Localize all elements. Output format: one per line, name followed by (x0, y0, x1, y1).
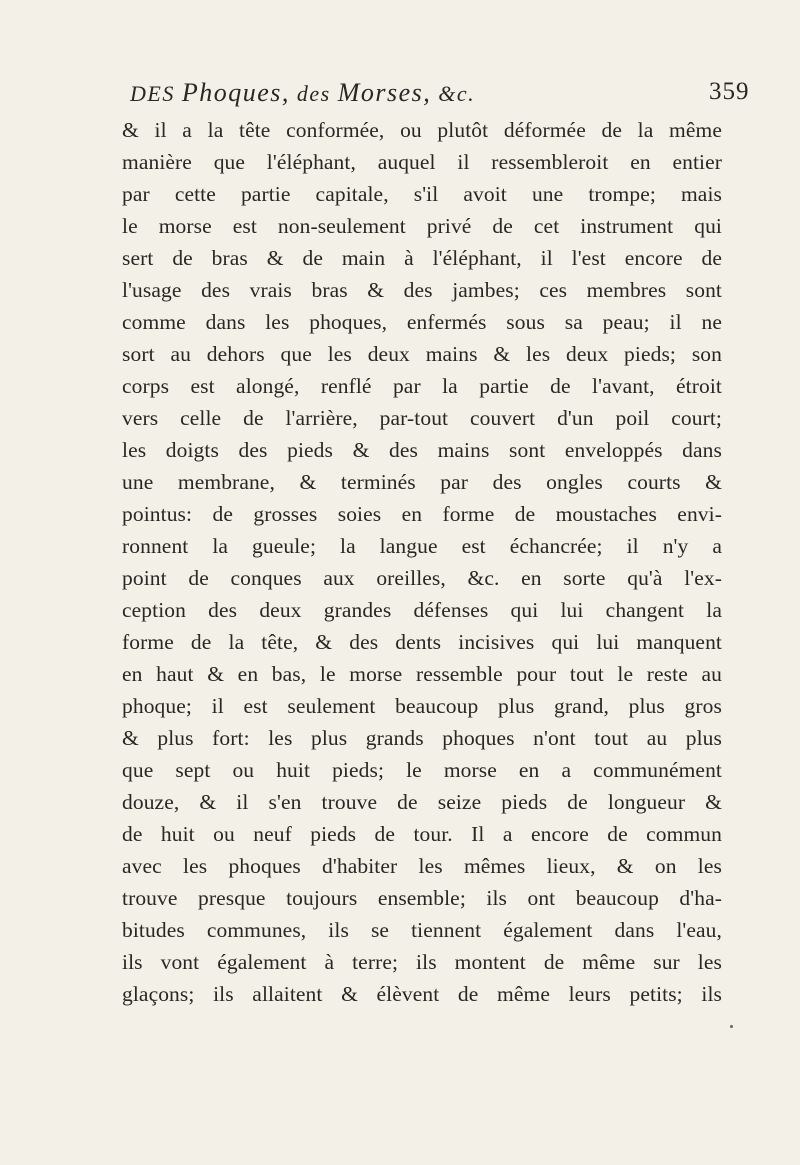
text-line: forme de la tête, & des dents incisives qui lui manquent (122, 630, 722, 654)
text-line: l'usage des vrais bras & des jambes; ces membres sont (122, 278, 722, 302)
text-line: trouve presque toujours ensemble; ils ont beaucoup d'ha- (122, 886, 722, 910)
page-number: 359 (709, 78, 750, 105)
text-line: sort au dehors que les deux mains & les deux pieds; son (122, 342, 722, 366)
text-line: de huit ou neuf pieds de tour. Il a encore de commun (122, 822, 722, 846)
text-line: comme dans les phoques, enfermés sous sa peau; il ne (122, 310, 722, 334)
text-line: le morse est non-seulement privé de cet instrument qui (122, 214, 722, 238)
text-line: ronnent la gueule; la langue est échancrée; il n'y a (122, 534, 722, 558)
text-line: sert de bras & de main à l'éléphant, il l'est encore de (122, 246, 722, 270)
running-head (130, 78, 630, 112)
running-head-prefix: DES (130, 81, 175, 106)
running-head-morses: Morses, (337, 78, 432, 107)
text-line: les doigts des pieds & des mains sont enveloppés dans (122, 438, 722, 462)
text-line: avec les phoques d'habiter les mêmes lieux, & on les (122, 854, 722, 878)
text-line: par cette partie capitale, s'il avoit une trompe; mais (122, 182, 722, 206)
text-line: douze, & il s'en trouve de seize pieds de longueur & (122, 790, 722, 814)
text-line: & plus fort: les plus grands phoques n'ont tout au plus (122, 726, 722, 750)
text-line: bitudes communes, ils se tiennent également dans l'eau, (122, 918, 722, 942)
paper-speck (730, 1025, 733, 1028)
running-head-des: des (296, 81, 331, 106)
text-line: une membrane, & terminés par des ongles courts & (122, 470, 722, 494)
running-head-phoques: Phoques, (181, 78, 290, 107)
text-line: point de conques aux oreilles, &c. en sorte qu'à l'ex- (122, 566, 722, 590)
text-line: & il a la tête conformée, ou plutôt déformée de la même (122, 118, 722, 142)
running-head-etc: &c. (438, 81, 476, 106)
text-line: vers celle de l'arrière, par-tout couvert d'un poil court; (122, 406, 722, 430)
text-line: manière que l'éléphant, auquel il ressembleroit en entier (122, 150, 722, 174)
text-line: que sept ou huit pieds; le morse en a communément (122, 758, 722, 782)
text-line: glaçons; ils allaitent & élèvent de même leurs petits; ils (122, 982, 722, 1006)
text-line: ception des deux grandes défenses qui lui changent la (122, 598, 722, 622)
text-line: en haut & en bas, le morse ressemble pour tout le reste au (122, 662, 722, 686)
text-line: phoque; il est seulement beaucoup plus grand, plus gros (122, 694, 722, 718)
text-line: corps est alongé, renflé par la partie de l'avant, étroit (122, 374, 722, 398)
text-line: pointus: de grosses soies en forme de moustaches envi- (122, 502, 722, 526)
body-text (122, 114, 722, 1010)
text-line: ils vont également à terre; ils montent de même sur les (122, 950, 722, 974)
